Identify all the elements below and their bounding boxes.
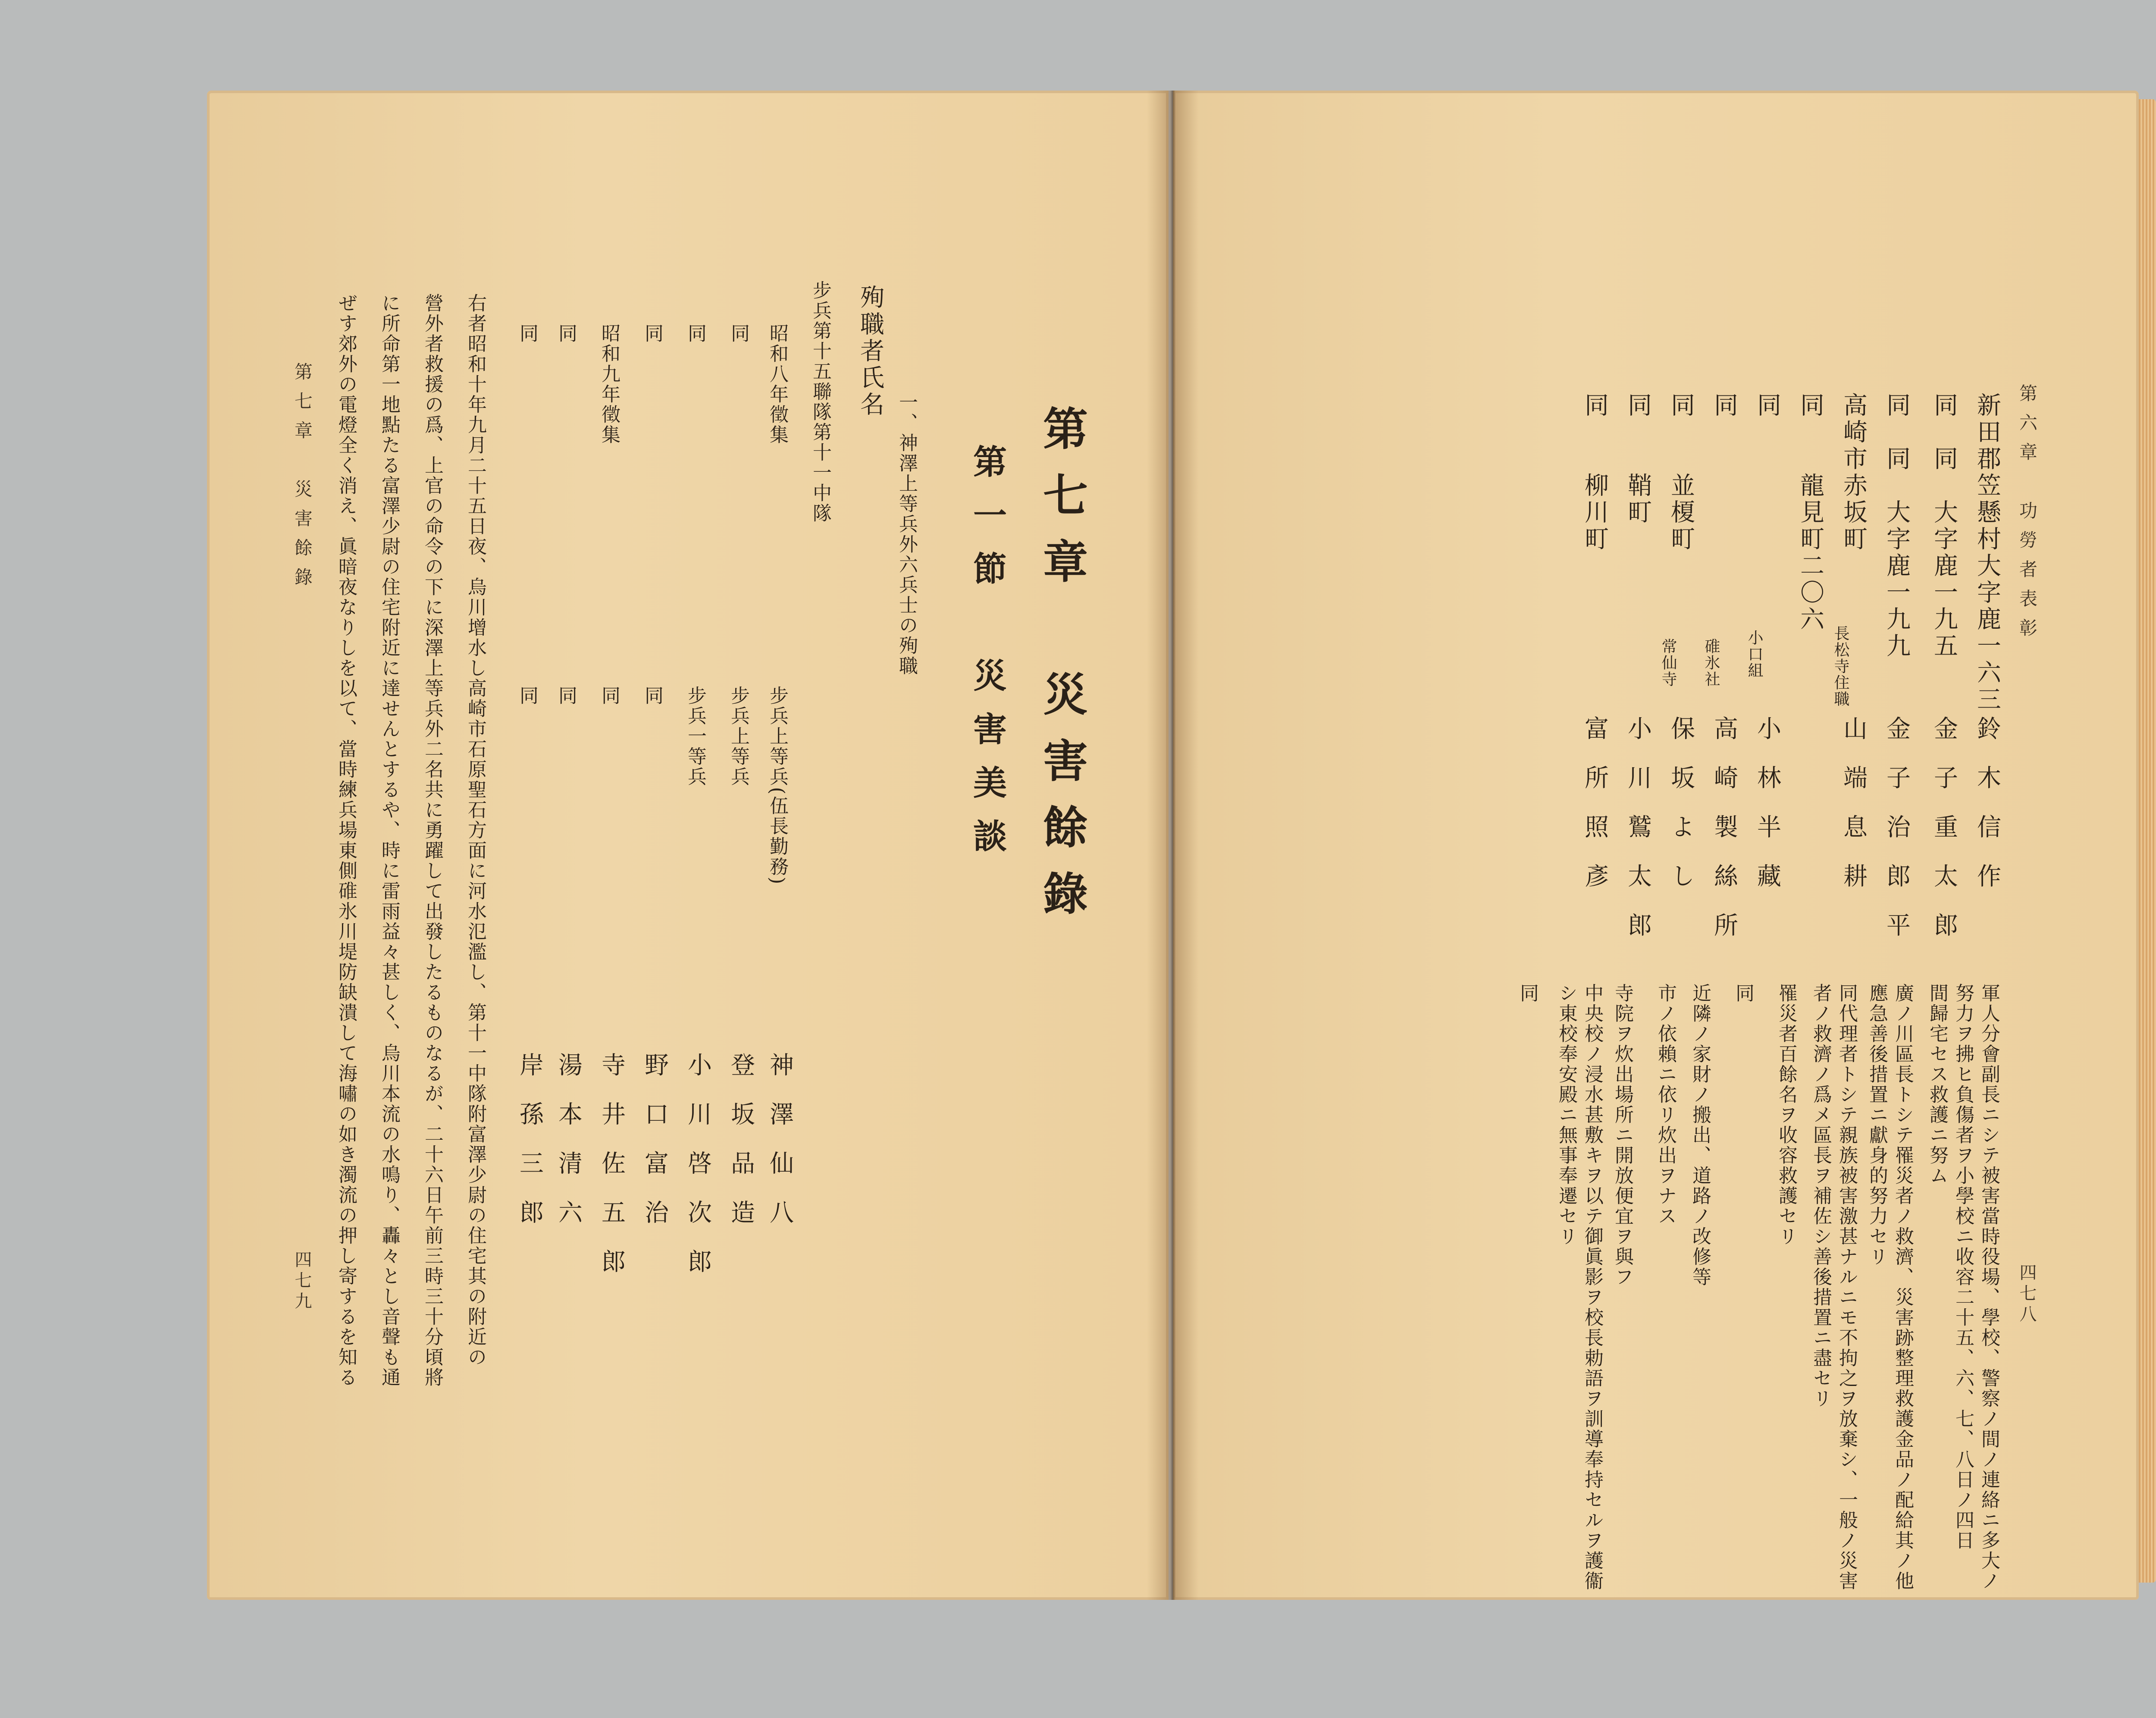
soldier-rank: 步兵上等兵(伍長勤務) bbox=[766, 686, 788, 886]
narrative-line: ぜす郊外の電燈全く消え、眞暗夜なりしを以て、當時練兵場東側碓氷川堤防缺潰して海嘯の如き濁流の押し寄するを知る bbox=[335, 293, 357, 1388]
note-line: 軍人分會副長ニシテ被害當時役場、學校、警察ノ間ノ連絡ニ多大ノ bbox=[1978, 983, 2000, 1591]
soldier-cohort: 同 bbox=[727, 323, 749, 344]
soldier-rank: 步兵一等兵 bbox=[684, 686, 706, 787]
narrative-line: に所命第一地點たる富澤少尉の住宅附近に達せんとするや、時に雷雨益々甚しく、烏川本流の水鳴り、轟々とし音聲も通 bbox=[378, 293, 400, 1388]
entry-address: 同 龍見町二〇六 bbox=[1796, 392, 1824, 633]
note-line: 應急善後措置ニ獻身的努力セリ bbox=[1866, 983, 1888, 1267]
soldier-cohort: 昭和九年徵集 bbox=[598, 323, 620, 445]
soldier-name: 湯本清六 bbox=[555, 1052, 583, 1249]
entry-name: 山端息耕 bbox=[1839, 716, 1868, 912]
narrative-line: 營外者救援の爲、上官の命令の下に深澤上等兵外二名共に勇躍して出發したるものなるが、二十六日午前三時三十分頃將 bbox=[421, 293, 443, 1388]
entry-name: 小林半藏 bbox=[1753, 716, 1781, 912]
note-line: シ東校奉安殿ニ無事奉遷セリ bbox=[1555, 983, 1577, 1247]
running-foot: 第七章 災害餘錄 bbox=[292, 362, 313, 597]
entry-address: 同 同 大字鹿一九九 bbox=[1883, 392, 1911, 660]
page-edge bbox=[2139, 99, 2156, 1583]
note-line: 市ノ依賴ニ依リ炊出ヲナス bbox=[1655, 983, 1677, 1226]
soldier-name: 寺井佐五郎 bbox=[598, 1052, 626, 1298]
entry-address: 同 bbox=[1710, 392, 1738, 419]
entry-name: 小川鷲太郎 bbox=[1624, 716, 1652, 962]
note-line: 近隣ノ家財ノ搬出、道路ノ改修等 bbox=[1689, 983, 1711, 1287]
entry-name: 金子重太郎 bbox=[1930, 716, 1958, 962]
soldier-name: 野口富治 bbox=[641, 1052, 669, 1249]
soldier-cohort: 同 bbox=[516, 323, 538, 344]
unit-name: 步兵第十五聯隊第十一中隊 bbox=[809, 280, 831, 524]
entry-address: 新田郡笠懸村大字鹿一六三 bbox=[1973, 392, 2001, 713]
entry-name: 富所照彥 bbox=[1581, 716, 1609, 912]
soldier-rank: 同 bbox=[555, 686, 577, 706]
entry-address: 高崎市赤坂町 bbox=[1839, 392, 1868, 553]
note-line: 罹災者百餘名ヲ收容救護セリ bbox=[1775, 983, 1797, 1247]
note-line: 同代理者トシテ親族被害激甚ナルニモ不拘之ヲ放棄シ、一般ノ災害 bbox=[1836, 983, 1858, 1591]
soldier-cohort: 同 bbox=[555, 323, 577, 344]
section-title: 第一節 災害美談 bbox=[968, 444, 1007, 872]
soldier-name: 小川啓次郎 bbox=[684, 1052, 712, 1298]
note-line: 努力ヲ拂ヒ負傷者ヲ小學校ニ收容二十五、六、七、八日ノ四日 bbox=[1952, 983, 1974, 1551]
list-header: 殉職者氏名 bbox=[856, 285, 884, 418]
entry-address: 同 柳川町 bbox=[1581, 392, 1609, 553]
note-line: 者ノ救濟ノ爲メ區長ヲ補佐シ善後措置ニ盡セリ bbox=[1810, 983, 1832, 1409]
note-line: 間歸宅セス救護ニ努ム bbox=[1926, 983, 1948, 1186]
entry-address: 同 並榎町 bbox=[1667, 392, 1695, 553]
book-spread bbox=[207, 91, 2139, 1600]
entry-sub: 小口組 bbox=[1745, 630, 1763, 679]
soldier-cohort: 同 bbox=[684, 323, 706, 344]
note-line: 中央校ノ浸水甚敷キヲ以テ御眞影ヲ校長勅語ヲ訓導奉持セルヲ護衞 bbox=[1581, 983, 1603, 1591]
entry-address: 同 鞘町 bbox=[1624, 392, 1652, 526]
entry-name: 高崎製絲所 bbox=[1710, 716, 1738, 962]
entry-name: 鈴木信作 bbox=[1973, 716, 2001, 912]
entry-sub: 碓氷社 bbox=[1702, 638, 1720, 687]
soldier-rank: 同 bbox=[516, 686, 538, 706]
soldier-rank: 步兵上等兵 bbox=[727, 686, 749, 787]
soldier-rank: 同 bbox=[641, 686, 663, 706]
soldier-cohort: 同 bbox=[641, 323, 663, 344]
entry-sub: 常仙寺 bbox=[1659, 638, 1677, 687]
entry-sub: 長松寺住職 bbox=[1832, 625, 1849, 707]
narrative-line: 右者昭和十年九月二十五日夜、烏川增水し高崎市石原聖石方面に河水氾濫し、第十一中隊附富澤少尉の住宅其の附近の bbox=[464, 293, 486, 1367]
note-line: 寺院ヲ炊出場所ニ開放便宜ヲ與フ bbox=[1611, 983, 1633, 1287]
book-gutter bbox=[1147, 91, 1199, 1600]
chapter-title: 第七章 災害餘錄 bbox=[1035, 405, 1088, 937]
note-line: 同 bbox=[1517, 983, 1539, 1003]
soldier-name: 登坂品造 bbox=[727, 1052, 755, 1249]
subsection-heading: 一、神澤上等兵外六兵士の殉職 bbox=[896, 392, 918, 676]
page-number-left: 四七九 bbox=[292, 1251, 312, 1313]
soldier-name: 神澤仙八 bbox=[766, 1052, 794, 1249]
page-number-right: 四七八 bbox=[2017, 1263, 2037, 1326]
running-head: 第六章 功勞者表彰 bbox=[2017, 384, 2038, 648]
note-line: 同 bbox=[1732, 983, 1754, 1003]
soldier-name: 岸孫三郎 bbox=[516, 1052, 544, 1249]
note-line: 廣ノ川區長トシテ罹災者ノ救濟、災害跡整理救護金品ノ配給其ノ他 bbox=[1892, 983, 1914, 1591]
entry-address: 同 bbox=[1753, 392, 1781, 419]
entry-address: 同 同 大字鹿一九五 bbox=[1930, 392, 1958, 660]
entry-name: 金子治郎平 bbox=[1883, 716, 1911, 962]
entry-name: 保坂よし bbox=[1667, 716, 1695, 912]
soldier-rank: 同 bbox=[598, 686, 620, 706]
soldier-cohort: 昭和八年徵集 bbox=[766, 323, 788, 445]
